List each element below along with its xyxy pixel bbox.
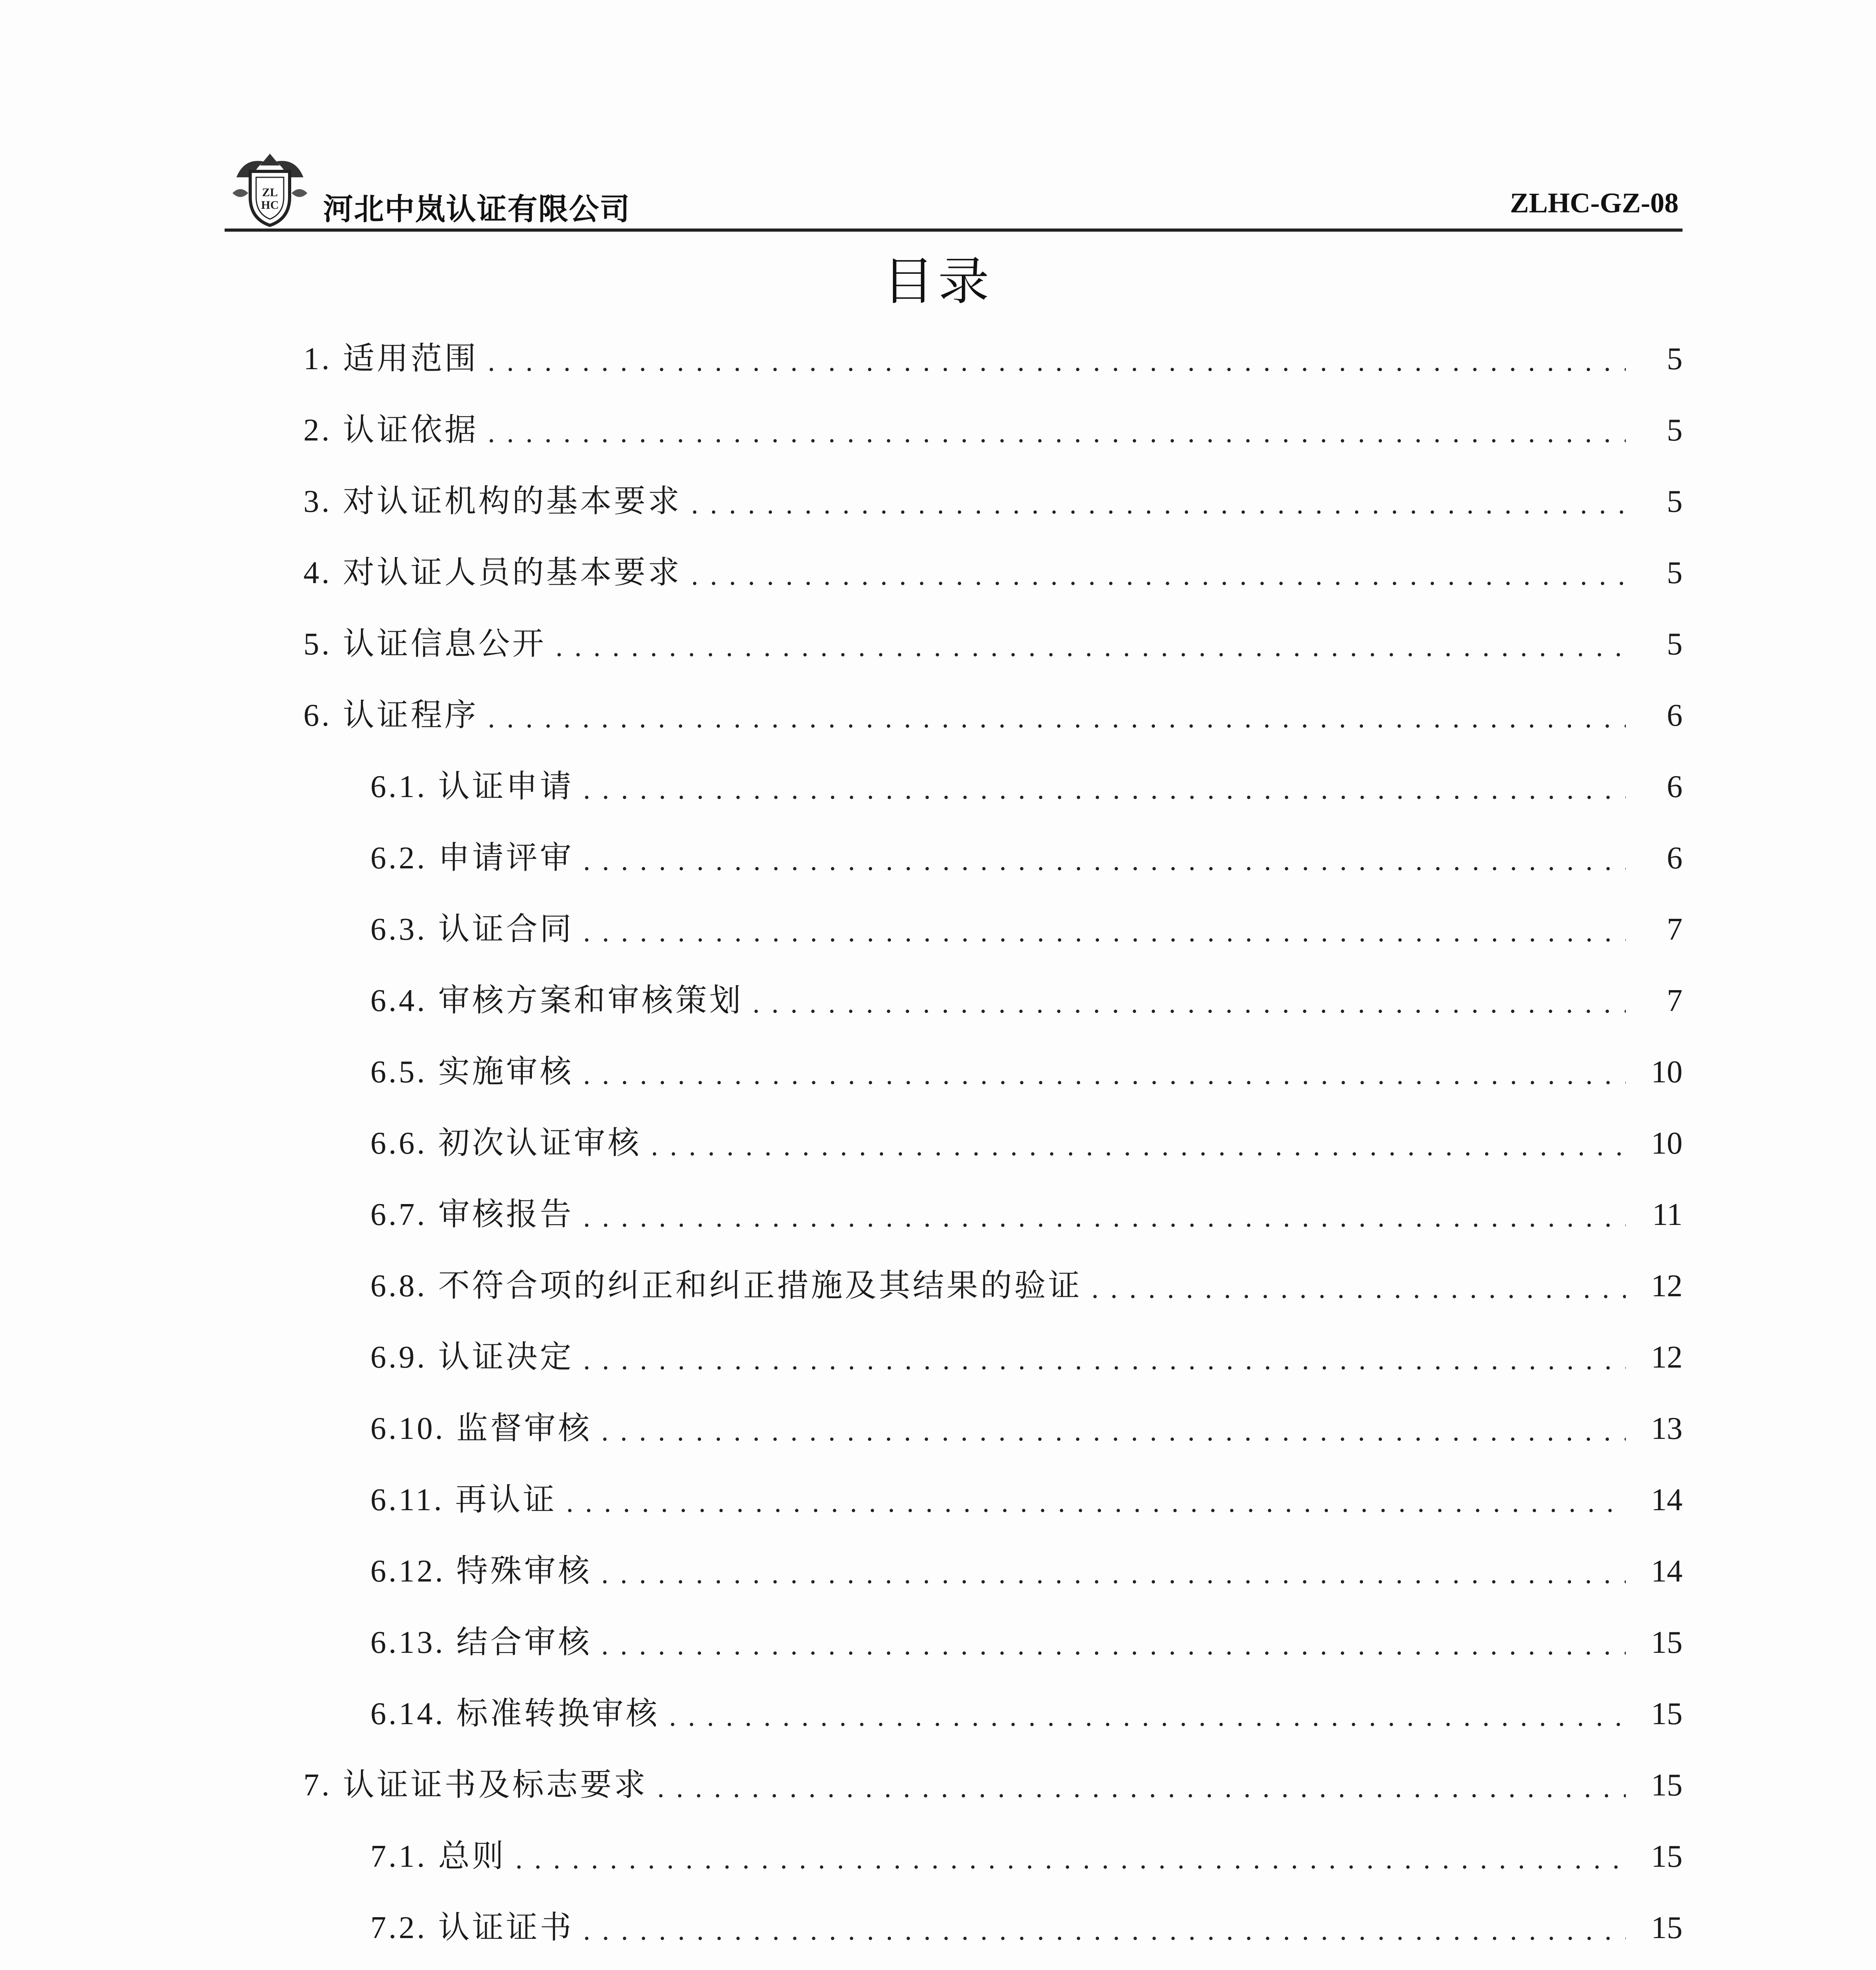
toc-entry-page: 10 bbox=[1651, 1126, 1683, 1161]
toc-dot-leader bbox=[566, 1483, 1626, 1514]
toc-entry[interactable] bbox=[303, 547, 1683, 594]
toc-entry-number: 7.1. bbox=[370, 1839, 427, 1874]
toc-entry-page: 15 bbox=[1651, 1625, 1683, 1660]
toc-entry-label: 申请评审 bbox=[438, 839, 574, 876]
toc-entry[interactable] bbox=[370, 1688, 1683, 1735]
toc-dot-leader bbox=[583, 841, 1626, 872]
toc-entry[interactable] bbox=[370, 1902, 1683, 1949]
toc-entry-label: 审核方案和审核策划 bbox=[438, 982, 743, 1018]
toc-entry[interactable] bbox=[370, 1545, 1683, 1593]
toc-dot-leader bbox=[515, 1839, 1626, 1871]
toc-entry-page: 10 bbox=[1651, 1055, 1683, 1089]
toc-dot-leader bbox=[488, 413, 1626, 444]
toc-entry-label: 标准转换审核 bbox=[456, 1695, 660, 1732]
toc-dot-leader bbox=[488, 342, 1626, 373]
toc-entry-label: 对认证机构的基本要求 bbox=[343, 483, 682, 519]
toc-entry-number: 6.6. bbox=[370, 1126, 427, 1161]
toc-entry[interactable] bbox=[303, 690, 1683, 737]
toc-dot-leader bbox=[583, 1055, 1626, 1086]
toc-entry-page: 13 bbox=[1651, 1411, 1683, 1446]
toc-entry-number: 6.13. bbox=[370, 1625, 445, 1660]
toc-entry-number: 6.9. bbox=[370, 1340, 427, 1375]
toc-entry-label: 认证依据 bbox=[343, 411, 478, 448]
toc-entry-page: 5 bbox=[1667, 484, 1683, 519]
toc-entry-number: 6.8. bbox=[370, 1269, 427, 1303]
toc-dot-leader bbox=[1091, 1269, 1626, 1300]
toc-entry[interactable] bbox=[370, 1046, 1683, 1093]
toc-dot-leader bbox=[583, 1197, 1626, 1229]
toc-entry-number: 6.10. bbox=[370, 1411, 445, 1446]
toc-entry[interactable] bbox=[370, 903, 1683, 951]
toc-dot-leader bbox=[691, 556, 1626, 587]
toc-entry[interactable] bbox=[370, 1331, 1683, 1379]
toc-entry-page: 6 bbox=[1667, 698, 1683, 733]
svg-text:HC: HC bbox=[261, 199, 279, 212]
toc-entry-label: 再认证 bbox=[455, 1481, 557, 1518]
toc-entry-label: 初次认证审核 bbox=[438, 1124, 641, 1161]
toc-dot-leader bbox=[601, 1554, 1626, 1585]
toc-entry-number: 3. bbox=[303, 484, 332, 519]
toc-entry-number: 6.4. bbox=[370, 983, 427, 1018]
toc-entry-number: 2. bbox=[303, 413, 332, 448]
toc-entry-label: 认证证书 bbox=[438, 1909, 574, 1946]
toc-entry[interactable] bbox=[303, 476, 1683, 523]
toc-entry-page: 5 bbox=[1667, 413, 1683, 448]
toc-entry[interactable] bbox=[370, 975, 1683, 1022]
toc-entry-label: 对认证人员的基本要求 bbox=[343, 554, 682, 591]
toc-entry-number: 1. bbox=[303, 342, 332, 376]
toc-entry-page: 14 bbox=[1651, 1483, 1683, 1517]
toc-entry-label: 审核报告 bbox=[438, 1196, 574, 1232]
toc-dot-leader bbox=[601, 1411, 1626, 1443]
toc-dot-leader bbox=[488, 698, 1626, 730]
toc-entry-number: 4. bbox=[303, 556, 332, 590]
toc-entry-label: 认证申请 bbox=[438, 768, 574, 805]
toc-entry-page: 11 bbox=[1652, 1197, 1683, 1232]
toc-dot-leader bbox=[556, 627, 1626, 658]
toc-entry-number: 6. bbox=[303, 698, 332, 733]
toc-entry-page: 15 bbox=[1651, 1839, 1683, 1874]
toc-entry-page: 12 bbox=[1651, 1340, 1683, 1375]
toc-entry[interactable] bbox=[303, 1759, 1683, 1806]
toc-dot-leader bbox=[669, 1697, 1626, 1728]
toc-entry-page: 7 bbox=[1667, 983, 1683, 1018]
toc-entry-label: 认证合同 bbox=[438, 911, 574, 947]
toc-dot-leader bbox=[651, 1126, 1626, 1158]
svg-text:ZL: ZL bbox=[262, 186, 278, 199]
toc-entry[interactable] bbox=[370, 761, 1683, 808]
toc-entry[interactable] bbox=[303, 404, 1683, 452]
toc-entry[interactable] bbox=[370, 1403, 1683, 1450]
toc-entry[interactable] bbox=[303, 618, 1683, 665]
toc-entry-label: 特殊审核 bbox=[456, 1552, 592, 1589]
toc-entry-label: 不符合项的纠正和纠正措施及其结果的验证 bbox=[438, 1267, 1082, 1304]
toc-entry[interactable] bbox=[370, 1260, 1683, 1307]
toc-entry[interactable] bbox=[303, 333, 1683, 380]
toc-entry-number: 6.5. bbox=[370, 1055, 427, 1089]
toc-dot-leader bbox=[691, 484, 1626, 516]
toc-dot-leader bbox=[583, 1911, 1626, 1942]
toc-entry[interactable] bbox=[370, 1474, 1683, 1521]
toc-entry-number: 6.7. bbox=[370, 1197, 427, 1232]
toc-entry-number: 7. bbox=[303, 1768, 332, 1803]
toc-entry[interactable] bbox=[370, 1617, 1683, 1664]
toc-entry-number: 6.2. bbox=[370, 841, 427, 875]
toc-entry-page: 14 bbox=[1651, 1554, 1683, 1589]
toc-entry[interactable] bbox=[370, 832, 1683, 879]
toc-entry-label: 认证程序 bbox=[343, 697, 478, 733]
toc-entry-number: 6.1. bbox=[370, 769, 427, 804]
toc-entry-label: 认证证书及标志要求 bbox=[343, 1766, 648, 1803]
toc-entry-number: 6.14. bbox=[370, 1697, 445, 1731]
toc-entry[interactable] bbox=[370, 1117, 1683, 1165]
toc-dot-leader bbox=[583, 912, 1626, 944]
toc-entry-page: 15 bbox=[1651, 1911, 1683, 1945]
toc-entry-number: 7.2. bbox=[370, 1911, 427, 1945]
page-title: 目录 bbox=[883, 251, 993, 311]
toc-entry-page: 15 bbox=[1651, 1768, 1683, 1803]
toc-entry-label: 结合审核 bbox=[456, 1624, 592, 1660]
toc-entry-label: 监督审核 bbox=[456, 1410, 592, 1446]
toc-entry-page: 5 bbox=[1667, 556, 1683, 590]
toc-entry-label: 认证决定 bbox=[438, 1338, 574, 1375]
toc-entry-page: 15 bbox=[1651, 1697, 1683, 1731]
toc-entry-page: 5 bbox=[1667, 627, 1683, 662]
toc-entry-number: 5. bbox=[303, 627, 332, 662]
toc-entry-label: 实施审核 bbox=[438, 1053, 574, 1090]
toc-entry-label: 认证信息公开 bbox=[343, 625, 546, 662]
toc-entry-number: 6.12. bbox=[370, 1554, 445, 1589]
toc-entry-label: 总则 bbox=[438, 1838, 506, 1874]
toc-entry-page: 7 bbox=[1667, 912, 1683, 947]
toc-entry[interactable] bbox=[370, 1831, 1683, 1878]
toc-entry-number: 6.11. bbox=[370, 1483, 444, 1517]
toc-entry-page: 5 bbox=[1667, 342, 1683, 376]
toc-entry-page: 6 bbox=[1667, 769, 1683, 804]
toc-dot-leader bbox=[583, 1340, 1626, 1372]
toc-entry-label: 适用范围 bbox=[343, 340, 478, 377]
toc-entry-page: 6 bbox=[1667, 841, 1683, 875]
toc-dot-leader bbox=[753, 983, 1626, 1015]
toc-entry[interactable] bbox=[370, 1189, 1683, 1236]
toc-entry-page: 12 bbox=[1651, 1269, 1683, 1303]
toc-entry-number: 6.3. bbox=[370, 912, 427, 947]
toc-dot-leader bbox=[583, 769, 1626, 801]
document-code: ZLHC-GZ-08 bbox=[1510, 187, 1679, 219]
toc-dot-leader bbox=[601, 1625, 1626, 1657]
toc-dot-leader bbox=[657, 1768, 1626, 1799]
company-name: 河北中岚认证有限公司 bbox=[323, 191, 630, 227]
